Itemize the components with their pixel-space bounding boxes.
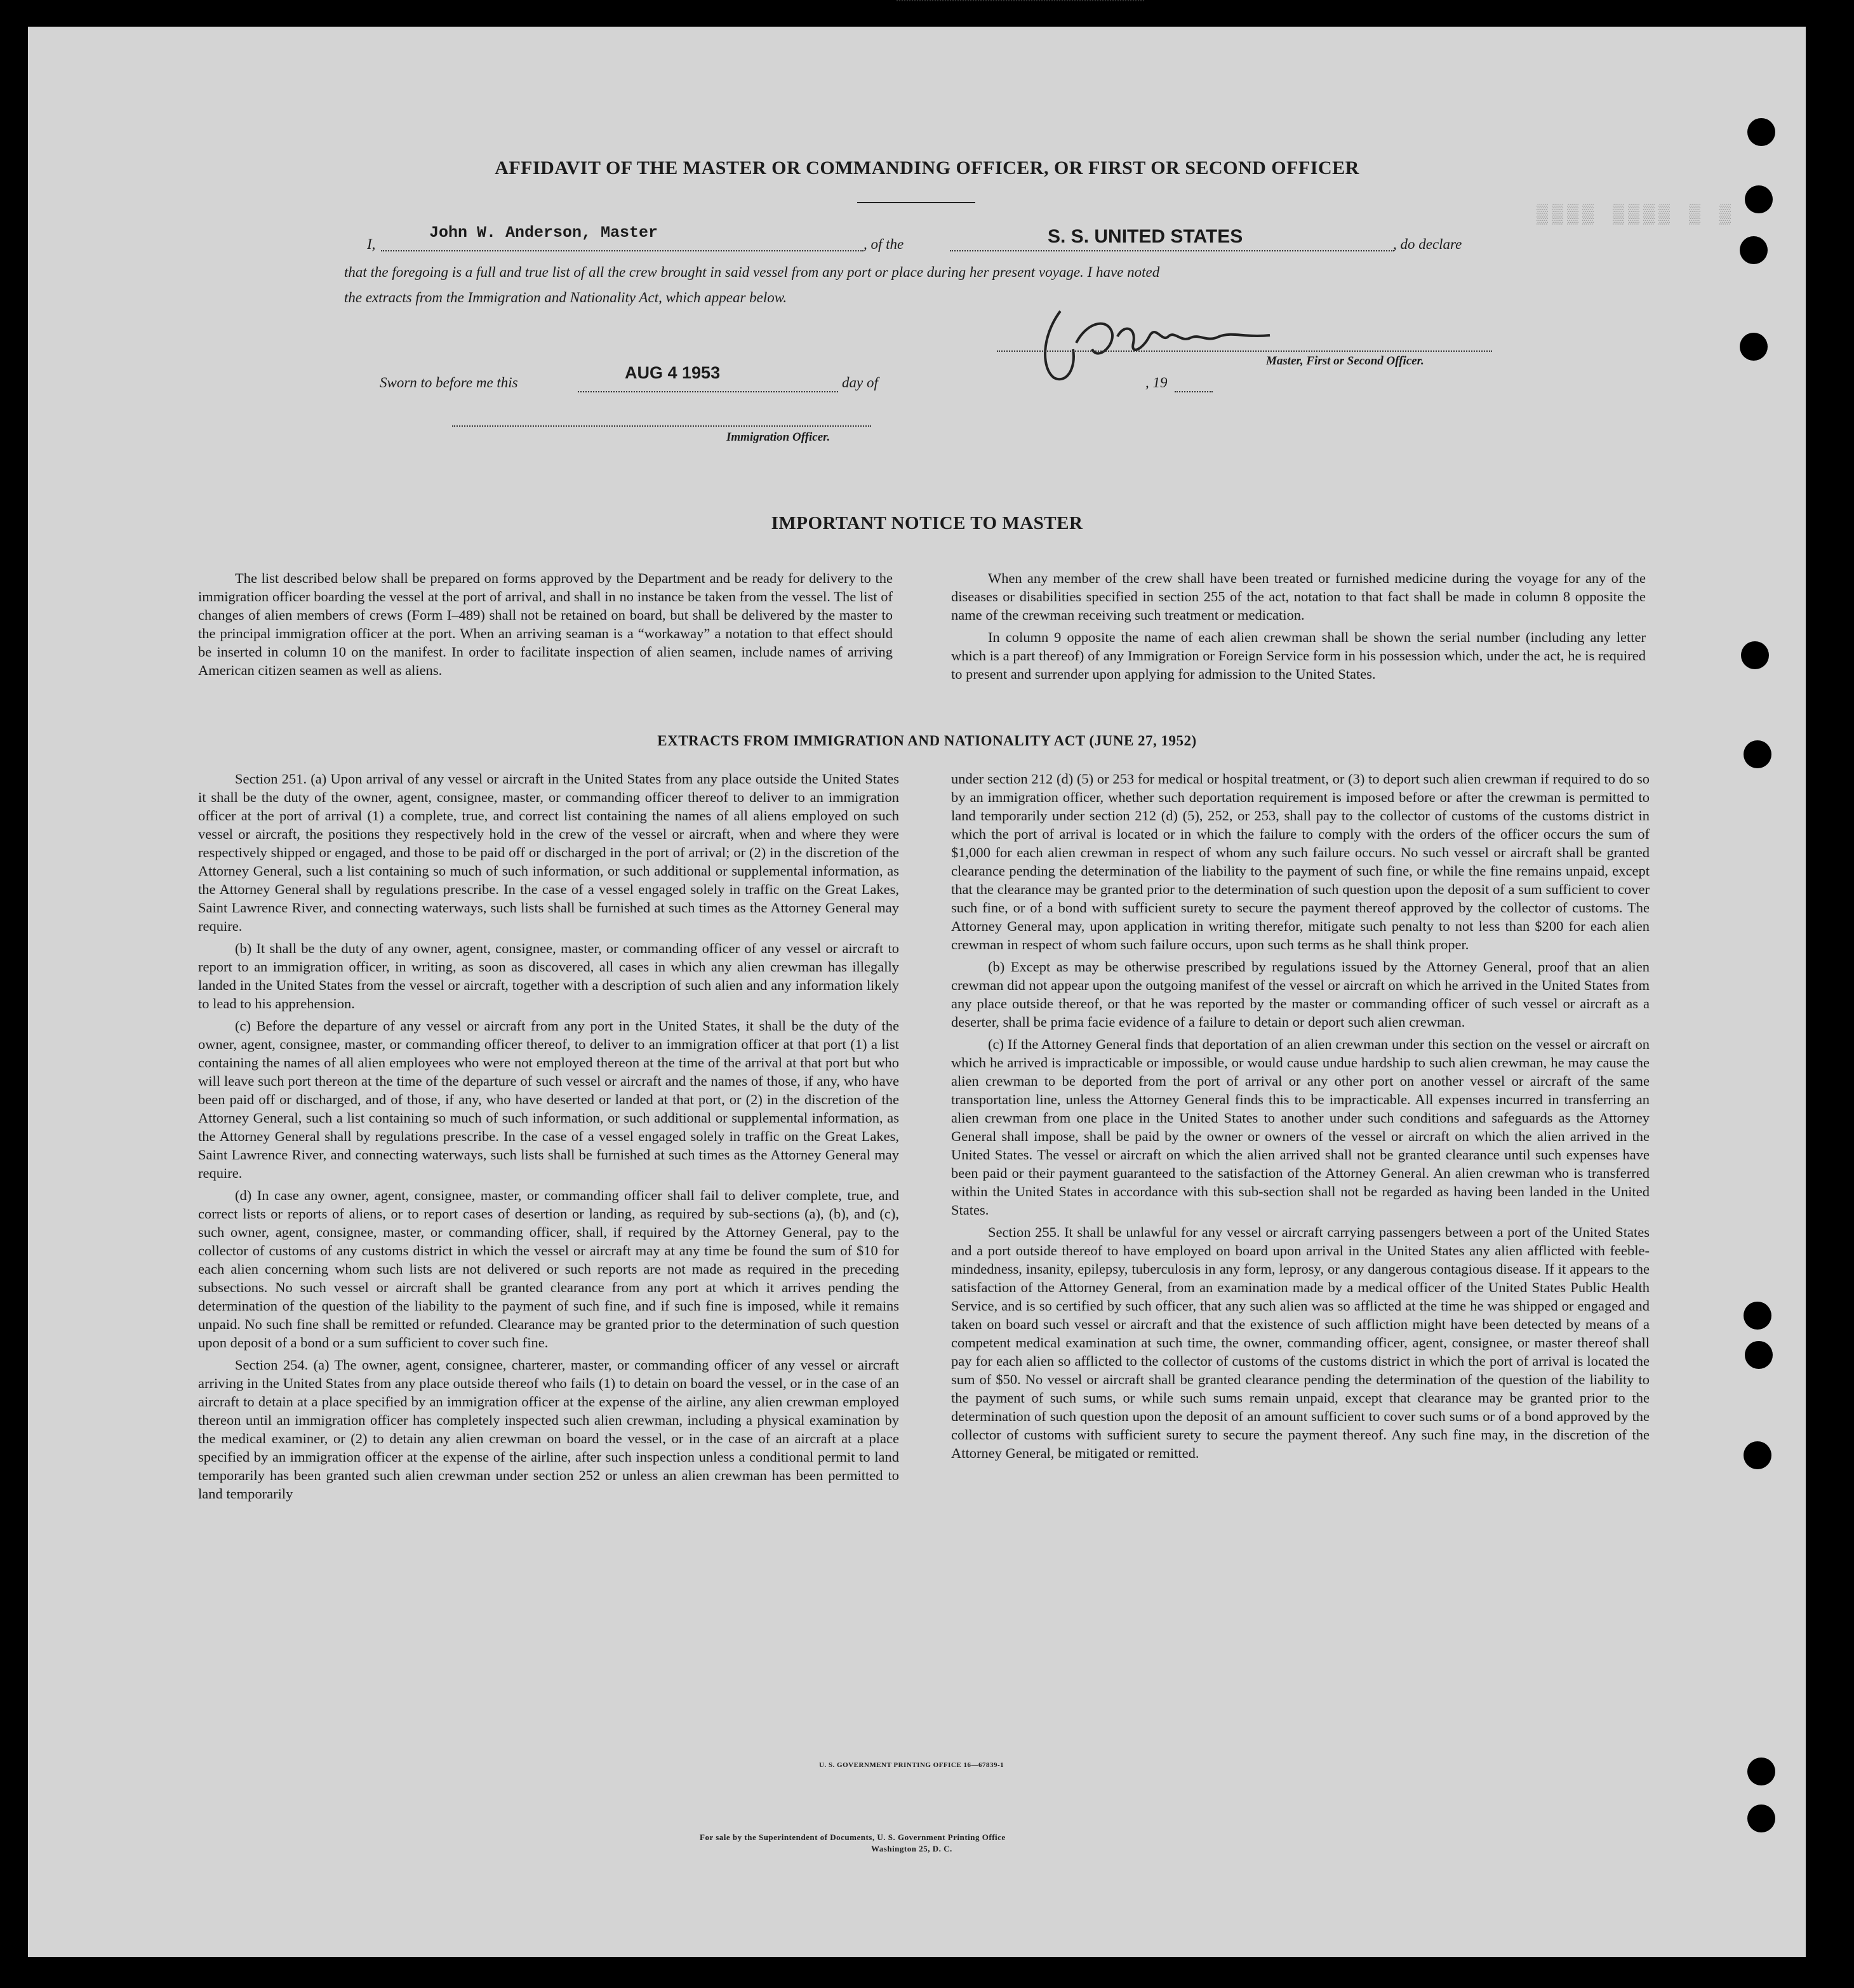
- immigration-officer-label: Immigration Officer.: [726, 430, 830, 444]
- section-254a-paragraph: Section 254. (a) The owner, agent, consignee, charterer, master, or commanding officer of any vessel or aircraft arriving in the United States from any place outside thereof who fails (1) to detain on board the vessel, or in the case of an aircraft to detain at a place specified by an immigration officer at the expense of the airline, any alien crewman employed thereon until an immigration officer has completely inspected such alien crewman, including a physical examination by the medical examiner, or (2) to detain any alien crewman on board the vessel, or in the case of an aircraft at a place specified by an immigration officer at the expense of the airline, after such inspection unless a conditional permit to land temporarily has been granted such alien crewman under section 252 or unless an alien crewman has been permitted to land temporarily: [198, 1357, 899, 1502]
- signature-line: [997, 350, 1492, 352]
- sworn-date-stamp: AUG 4 1953: [625, 363, 721, 382]
- vessel-name-field: S. S. UNITED STATES: [1048, 226, 1243, 247]
- affidavit-title: AFFIDAVIT OF THE MASTER OR COMMANDING OFFICER, OR FIRST OR SECOND OFFICER: [495, 157, 1359, 178]
- section-254a-continued-paragraph: under section 212 (d) (5) or 253 for medical or hospital treatment, or (3) to deport such alien crewman if required to do so by an immigration officer, whether such deportation requirement is imposed before or after the crewman is permitted to land temporarily under section 212 (d) (5), 252, or 253, shall pay to the collector of customs of the customs district in which the port of arrival is located or in which the failure to comply with the orders of the officer occurs the sum of $1,000 for each alien crewman in respect of whom any such failure occurs. No such vessel or aircraft shall be granted clearance pending the determination of the liability to the payment of such fine, or while the fine remains unpaid, except that the clearance may be granted prior to the determination of such question upon the deposit of a sum sufficient to cover such fine, or of a bond with sufficient surety to secure the payment thereof approved by the collector of customs. The Attorney General may, upon application in writing therefor, mitigate such penalty to not less than $200 for each alien crewman in respect of whom such failure occurs, upon such terms as he shall think proper.: [951, 771, 1650, 952]
- sworn-label: Sworn to before me this: [380, 375, 518, 390]
- extracts-right-column: [951, 770, 1650, 1466]
- do-declare-label: , do declare: [1393, 236, 1462, 252]
- notice-right-column: [951, 569, 1646, 687]
- notice-right-paragraph-1: When any member of the crew shall have been treated or furnished medicine during the voyage for any of the diseases or disabilities specified in section 255 of the act, notation to that fact shall be made in column 8 opposite the name of the crewman receiving such treatment or medication.: [951, 570, 1646, 623]
- section-251b-paragraph: (b) It shall be the duty of any owner, agent, consignee, master, or commanding officer of any vessel or aircraft to report to an immigration officer, in writing, as soon as discovered, all cases in which any alien crewman has illegally landed in the United States from the vessel or aircraft, together with a description of such alien and any information likely to lead to his apprehension.: [198, 940, 899, 1011]
- immigration-officer-line: [452, 425, 871, 427]
- title-divider: [857, 202, 975, 203]
- master-name-field: John W. Anderson, Master: [429, 223, 658, 242]
- extracts-left-column: [198, 770, 899, 1507]
- notice-left-paragraph: The list described below shall be prepared on forms approved by the Department and be ready for delivery to the immigration officer boarding the vessel at the port of arrival, and shall in no instance be taken from the vessel. The list of changes of alien members of crews (Form I–489) shall not be retained on board, but shall be delivered by the master to the principal immigration officer at the port. When an arriving seaman is a “workaway” a notation to that effect should be inserted in column 10 on the manifest. In order to facilitate inspection of alien seamen, include names of arriving American citizen seamen as well as aliens.: [198, 570, 893, 678]
- section-254c-paragraph: (c) If the Attorney General finds that deportation of an alien crewman under this section on the vessel or aircraft on which he arrived is impracticable or impossible, or would cause undue hardship to such alien crewman, he may cause the alien crewman to be deported from the port of arrival or any other port on another vessel or aircraft of the same transportation line, unless the Attorney General finds this to be impracticable. All expenses incurred in transferring an alien crewman from one place in the United States to another under such conditions and safeguards as the Attorney General shall impose, shall be paid by the owner or owners of the vessel or aircraft on which the alien arrived in the United States. The vessel or aircraft on which the alien arrived shall not be granted clearance until such expenses have been paid or their payment guaranteed to the satisfaction of the Attorney General. An alien crewman who is transferred within the United States in accordance with this sub-section shall not be regarded as having been landed in the United States.: [951, 1036, 1650, 1218]
- for-sale-line-2: Washington 25, D. C.: [871, 1844, 952, 1853]
- binder-hole-icon: [1744, 1302, 1771, 1330]
- for-sale-line-1: For sale by the Superintendent of Documents, U. S. Government Printing Office: [700, 1832, 1006, 1842]
- binder-hole-icon: [1747, 1805, 1775, 1832]
- binder-hole-icon: [1745, 1341, 1773, 1369]
- vessel-name-line: [950, 250, 1394, 251]
- month-line: [897, 0, 1144, 1]
- signer-title-label: Master, First or Second Officer.: [1266, 354, 1424, 368]
- i-label: I,: [367, 236, 376, 252]
- statement-line-1: that the foregoing is a full and true list of all the crew brought in said vessel from any port or place during her present voyage. I have noted: [344, 264, 1160, 280]
- binder-hole-icon: [1741, 641, 1769, 669]
- sworn-date-line: [578, 391, 838, 392]
- binder-hole-icon: [1747, 118, 1775, 146]
- of-the-label: , of the: [864, 236, 904, 252]
- binder-hole-icon: [1744, 1441, 1771, 1469]
- notice-title: IMPORTANT NOTICE TO MASTER: [771, 513, 1083, 533]
- binder-hole-icon: [1747, 1758, 1775, 1785]
- master-name-line: [381, 250, 864, 251]
- year-line: [1175, 391, 1213, 392]
- year-label: , 19: [1145, 375, 1168, 390]
- binder-hole-icon: [1740, 236, 1768, 264]
- section-251d-paragraph: (d) In case any owner, agent, consignee, master, or commanding officer shall fail to deliver complete, true, and correct lists or reports of aliens, or to report cases of desertion or landing, as required by sub-sections (a), (b), and (c), such owner, agent, consignee, master, or commanding officer, shall, if required by the Attorney General, pay to the collector of customs of any customs district in which the vessel or aircraft may at any time be found the sum of $10 for each alien concerning whom such lists are not delivered or such reports are not made as required in the preceding subsections. No such vessel or aircraft shall be granted clearance from any port at which it arrives pending the determination of the question of the liability to the payment of such fine, and if such fine is imposed, while it remains unpaid. No such fine shall be remitted or refunded. Clearance may be granted prior to the determination of such question upon deposit of a bond or a sum sufficient to cover such fine.: [198, 1187, 899, 1351]
- section-251a-paragraph: Section 251. (a) Upon arrival of any vessel or aircraft in the United States from any place outside the United States it shall be the duty of the owner, agent, consignee, master, or commanding officer thereof to deliver to an immigration officer at the port of arrival (1) a complete, true, and correct list containing the names of all aliens employed on such vessel or aircraft, the positions they respectively hold in the crew of the vessel or aircraft, when and where they were respectively shipped or engaged, and those to be paid off or discharged in the port of arrival; or (2) in the discretion of the Attorney General, such a list containing so much of such information, or such additional or supplemental information, as the Attorney General shall by regulations prescribe. In the case of a vessel engaged solely in traffic on the Great Lakes, Saint Lawrence River, and connecting waterways, such lists shall be furnished at such times as the Attorney General may require.: [198, 771, 899, 934]
- printing-office-imprint: U. S. GOVERNMENT PRINTING OFFICE 16—67839-1: [819, 1761, 1004, 1769]
- bleed-through-stamp: ▒▒▒▒ ▒▒▒▒ ▒ ▒: [1537, 204, 1735, 226]
- extracts-title: EXTRACTS FROM IMMIGRATION AND NATIONALITY ACT (JUNE 27, 1952): [657, 733, 1197, 749]
- binder-hole-icon: [1740, 333, 1768, 361]
- binder-hole-icon: [1745, 185, 1773, 213]
- section-255-paragraph: Section 255. It shall be unlawful for any vessel or aircraft carrying passengers between a port of the United States and a port outside thereof to have employed on board upon arrival in the United States any alien afflicted with feeble-mindedness, insanity, epilepsy, tuberculosis in any form, leprosy, or any dangerous contagious disease. If it appears to the satisfaction of the Attorney General, from an examination made by a medical officer of the United States Public Health Service, and is so certified by such officer, that any such alien was so afflicted at the time he was shipped or engaged and taken on board such vessel or aircraft and that the existence of such affliction might have been detected by means of a competent medical examination at such time, the owner, commanding officer, agent, consignee, or master thereof shall pay for each alien so afflicted to the collector of customs of the customs district in which the port of arrival is located the sum of $50. No vessel or aircraft shall be granted clearance pending the determination of the question of the liability to the payment of such sums, or while such sums remain unpaid, except that clearance may be granted prior to the determination of such question upon the deposit of an amount sufficient to cover such sums or of a bond approved by the collector of customs with sufficient surety to secure the payment thereof. Any such fine may, in the discretion of the Attorney General, be mitigated or remitted.: [951, 1224, 1650, 1461]
- notice-right-paragraph-2: In column 9 opposite the name of each alien crewman shall be shown the serial number (including any letter which is a part thereof) of any Immigration or Foreign Service form in his possession which, under the act, he is required to present and surrender upon applying for admission to the United States.: [951, 629, 1646, 682]
- day-of-label: day of: [842, 375, 878, 390]
- section-251c-paragraph: (c) Before the departure of any vessel or aircraft from any port in the United States, it shall be the duty of the owner, agent, consignee, master, or commanding officer thereof, to deliver to an immigration officer at that port (1) a list containing the names of all alien employees who were not employed thereon at the time of the arrival at that port but who will leave such port thereon at the time of the departure of such vessel or aircraft and the names of those, if any, who have been paid off or discharged, and of those, if any, who have deserted or landed at that port, or (2) in the discretion of the Attorney General, such a list containing so much of such information, or such additional or supplemental information, as the Attorney General shall by regulations prescribe. In the case of a vessel engaged solely in traffic on the Great Lakes, Saint Lawrence River, and connecting waterways, such lists shall be furnished at such times as the Attorney General may require.: [198, 1018, 899, 1181]
- statement-line-2: the extracts from the Immigration and Nationality Act, which appear below.: [344, 290, 787, 305]
- notice-left-column: [198, 569, 893, 683]
- section-254b-paragraph: (b) Except as may be otherwise prescribed by regulations issued by the Attorney General, proof that an alien crewman did not appear upon the outgoing manifest of the vessel or aircraft on which he arrived in the United States from any place outside thereof, or that he was reported by the master or commanding officer of such vessel or aircraft as a deserter, shall be prima facie evidence of a failure to detain or deport such alien crewman.: [951, 959, 1650, 1030]
